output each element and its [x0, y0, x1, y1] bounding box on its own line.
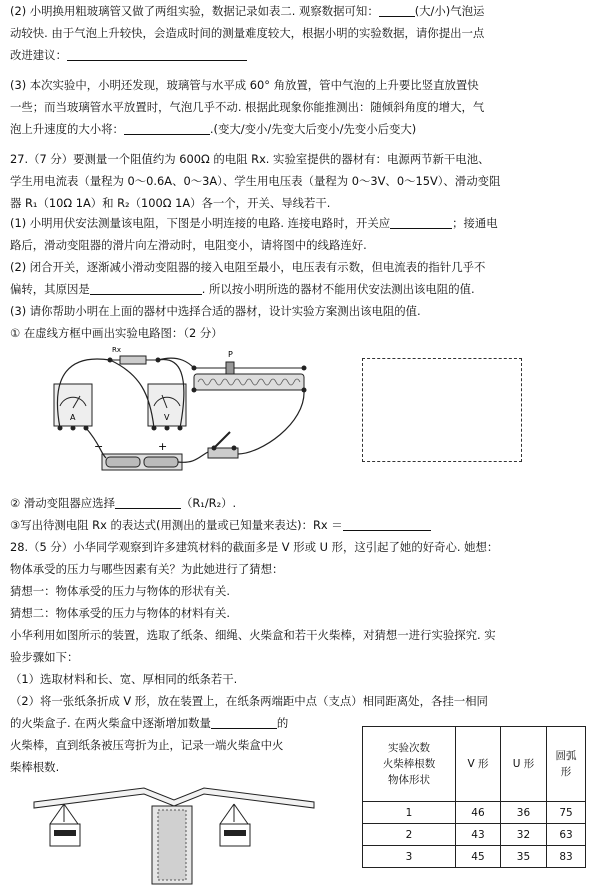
q26-part3-line1: (3) 本次实验中，小明还发现，玻璃管与水平成 60° 角放置，管中气泡的上升要比竖直放置快: [10, 78, 479, 92]
q28-guess2: 猜想二：物体承受的压力与物体的材料有关.: [10, 606, 231, 620]
table-corner-header: 实验次数 火柴棒根数 物体形状: [363, 727, 456, 802]
answer-blank-speed-trend[interactable]: [124, 122, 210, 135]
q26-part2-line1: (2) 小明换用粗玻璃管又做了两组实验，数据记录如表二. 观察数据可知： (大/小)气泡运: [10, 4, 485, 18]
knife-switch: [208, 432, 238, 458]
results-table: [362, 726, 586, 868]
v-shaped-paper-strip: [34, 788, 314, 808]
matchbox-right: [220, 804, 250, 846]
answer-blank-rx-expression[interactable]: [343, 518, 431, 531]
table-header-row: [363, 727, 586, 802]
q26-part3-line3: 泡上升速度的大小将： .(变大/变小/先变大后变小/先变小后变大): [10, 122, 417, 136]
battery-box: [94, 440, 182, 470]
slider-label: P: [228, 350, 233, 359]
q27-intro-line1: 27.（7 分）要测量一个阻值约为 600Ω 的电阻 Rx. 实验室提供的器材有：电源两节新干电池、: [10, 152, 490, 166]
q27-part3-line: (3) 请你帮助小明在上面的器材中选择合适的器材，设计实验方案测出该电阻的值.: [10, 304, 421, 318]
battery-plus-label: +: [158, 440, 168, 453]
answer-blank-rheostat[interactable]: [115, 496, 181, 509]
q27-rheostat-choice: ② 滑动变阻器应选择 （R₁/R₂）.: [10, 496, 237, 510]
answer-blank-bubble-size[interactable]: [379, 4, 415, 17]
q26-part2-line2: 动较快. 由于气泡上升较快，会造成时间的测量难度较大，根据小明的实验数据，请你提出一点: [10, 26, 485, 40]
q28-guess1: 猜想一：物体承受的压力与物体的形状有关.: [10, 584, 231, 598]
table-row: 3 45 35 83: [363, 846, 586, 868]
support-stand: [152, 806, 192, 884]
q28-method-line1: 小华利用如图所示的装置，选取了纸条、细绳、火柴盒和若干火柴棒，对猜想一进行实验探究. 实: [10, 628, 496, 642]
q27-intro-line2: 学生用电流表（量程为 0～0.6A、0～3A）、学生用电压表（量程为 0～3V、0～15V）、滑动变阻: [10, 174, 501, 188]
battery-minus-label: −: [94, 440, 104, 453]
q28-step2-line1: （2）将一张纸条折成 V 形，放在装置上，在纸条两端距中点（支点）相同距离处，各挂一相同: [10, 694, 488, 708]
q26-part2-line3: 改进建议：: [10, 46, 604, 64]
col-header-v: V 形: [456, 727, 501, 802]
q28-step1: （1）选取材料和长、宽、厚相同的纸条若干.: [10, 672, 238, 686]
q27-circuit-prompt: ① 在虚线方框中画出实验电路图：（2 分）: [10, 326, 223, 340]
q27-part1-line1: (1) 小明用伏安法测量该电阻，下图是小明连接的电路. 连接电路时，开关应 ；接通电: [10, 216, 498, 230]
answer-blank-matchstick-count[interactable]: [211, 716, 277, 729]
matchbox-left: [50, 804, 80, 846]
voltmeter-label: V: [164, 413, 170, 422]
resistor-rx: [108, 346, 161, 364]
ammeter-label: A: [70, 413, 76, 422]
table-row: 2 43 32 63: [363, 824, 586, 846]
q28-step2-line2: 的火柴盒子. 在两火柴盒中逐渐增加数量 的: [10, 716, 289, 730]
q27-part1-line2: 路后，滑动变阻器的滑片向左滑动时，电阻变小，请将图中的线路连好.: [10, 238, 367, 252]
circuit-diagram: [30, 344, 330, 489]
col-header-arc: 圆弧形: [547, 727, 586, 802]
circuit-drawing-box[interactable]: [362, 358, 522, 462]
answer-blank-switch-state[interactable]: [390, 216, 452, 229]
q27-part2-line2: 偏转，其原因是 . 所以按小明所选的器材不能用伏安法测出该电阻的值.: [10, 282, 475, 296]
rx-label: Rx: [112, 346, 122, 354]
q28-step2-line3: 火柴棒，直到纸条被压弯折为止，记录一端火柴盒中火: [10, 738, 284, 752]
answer-blank-suggestion[interactable]: [67, 48, 247, 61]
q27-intro-line3: 器 R₁（10Ω 1A）和 R₂（100Ω 1A）各一个，开关、导线若干.: [10, 196, 331, 210]
q28-intro-line1: 28.（5 分）小华同学观察到许多建筑材料的截面多是 V 形或 U 形，这引起了她的好奇心. 她想：: [10, 540, 499, 554]
rheostat: [192, 350, 307, 393]
table-row: 1 46 36 75: [363, 802, 586, 824]
paper-strip-apparatus: [24, 782, 324, 886]
q26-part3-line2: 一些；而当玻璃管水平放置时，气泡几乎不动. 根据此现象你能推测出：随倾斜角度的增大，气: [10, 100, 485, 114]
q27-part2-line1: (2) 闭合开关，逐渐减小滑动变阻器的接入电阻至最小，电压表有示数，但电流表的指针几乎不: [10, 260, 486, 274]
q27-rx-expression: ③写出待测电阻 Rx 的表达式(用测出的量或已知量来表达)：Rx ＝: [10, 516, 604, 534]
q28-step2-line4: 柴棒根数.: [10, 760, 60, 774]
answer-blank-reason[interactable]: [90, 282, 202, 295]
col-header-u: U 形: [500, 727, 546, 802]
q28-method-line2: 验步骤如下：: [10, 650, 79, 664]
q28-intro-line2: 物体承受的压力与哪些因素有关？为此她进行了猜想：: [10, 562, 284, 576]
